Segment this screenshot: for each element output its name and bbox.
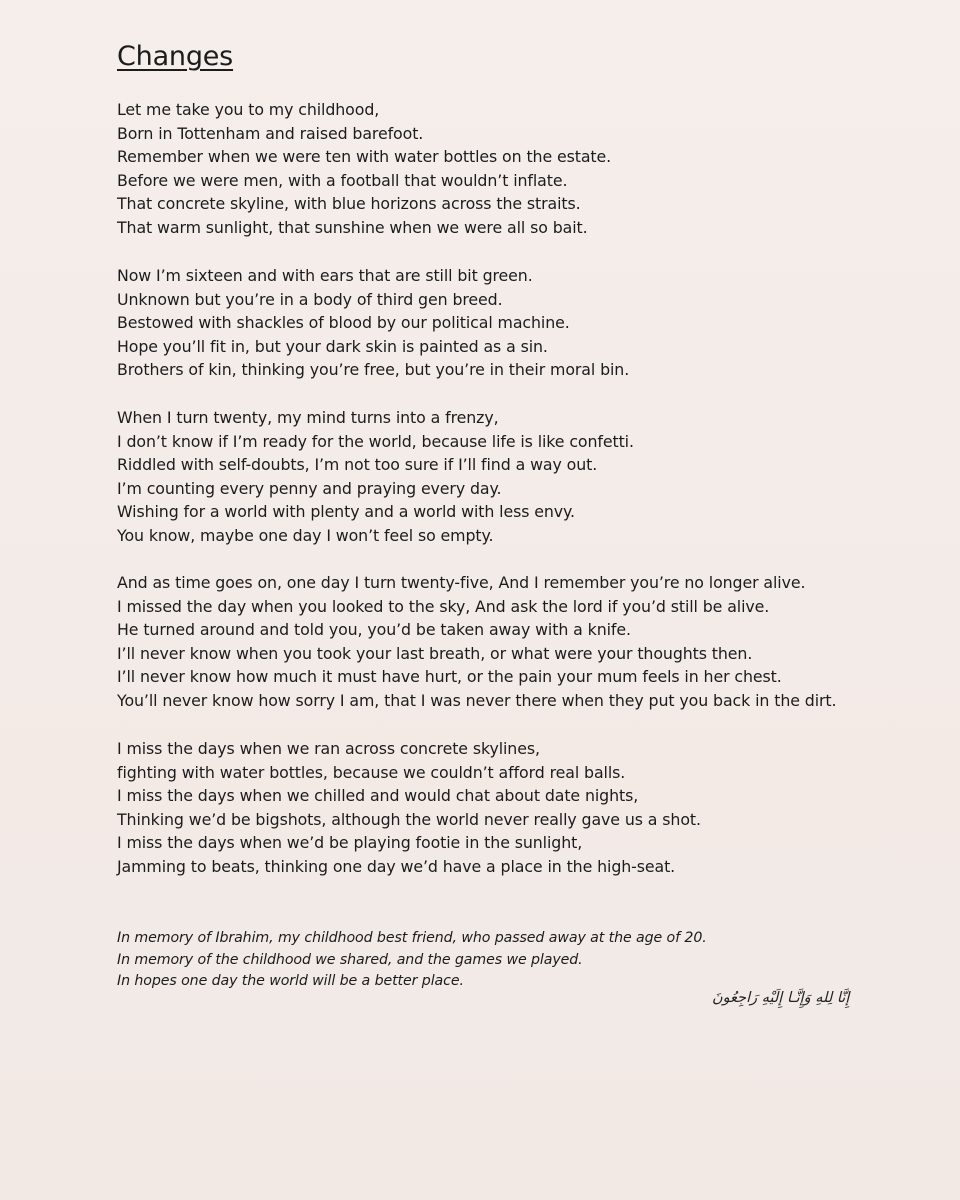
poem-line: fighting with water bottles, because we couldn’t afford real balls. bbox=[117, 762, 626, 782]
dedication bbox=[117, 928, 707, 993]
poem-line: Born in Tottenham and raised barefoot. bbox=[117, 123, 424, 143]
dedication-line: In memory of Ibrahim, my childhood best friend, who passed away at the age of 20. bbox=[117, 930, 707, 946]
stanza-1 bbox=[117, 98, 611, 240]
poem-line: I miss the days when we’d be playing footie in the sunlight, bbox=[117, 833, 583, 853]
stanza-3 bbox=[117, 406, 634, 548]
stanza-5 bbox=[117, 737, 701, 879]
poem-line: I missed the day when you looked to the sky, And ask the lord if you’d still be alive. bbox=[117, 596, 770, 616]
stanza-4 bbox=[117, 571, 836, 713]
dedication-line: In hopes one day the world will be a better place. bbox=[117, 973, 464, 989]
poem-line: That warm sunlight, that sunshine when we were all so bait. bbox=[117, 217, 588, 237]
poem-line: You know, maybe one day I won’t feel so empty. bbox=[117, 525, 494, 545]
poem-line: Unknown but you’re in a body of third gen breed. bbox=[117, 289, 503, 309]
arabic-inscription: إِنَّا لِلهِ وَإِنَّـا إِلَيْهِ رَاجِعُونَ bbox=[712, 990, 850, 1006]
poem-line: I’m counting every penny and praying every day. bbox=[117, 478, 502, 498]
poem-line: Now I’m sixteen and with ears that are still bit green. bbox=[117, 266, 533, 285]
poem-line: I miss the days when we ran across concrete skylines, bbox=[117, 739, 540, 758]
stanza-2 bbox=[117, 264, 629, 382]
poem-line: Bestowed with shackles of blood by our political machine. bbox=[117, 313, 570, 333]
poem-line: He turned around and told you, you’d be taken away with a knife. bbox=[117, 620, 631, 640]
poem-line: Jamming to beats, thinking one day we’d have a place in the high-seat. bbox=[117, 856, 676, 876]
poem-line: Riddled with self-doubts, I’m not too sure if I’ll find a way out. bbox=[117, 455, 598, 475]
dedication-line: In memory of the childhood we shared, and the games we played. bbox=[117, 951, 583, 968]
poem-line: You’ll never know how sorry I am, that I was never there when they put you back in the dirt. bbox=[117, 690, 837, 710]
poem-line: I’ll never know when you took your last breath, or what were your thoughts then. bbox=[117, 643, 753, 663]
poem-line: Before we were men, with a football that wouldn’t inflate. bbox=[117, 170, 568, 190]
poem-line: Hope you’ll fit in, but your dark skin is painted as a sin. bbox=[117, 336, 548, 356]
poem-line: Let me take you to my childhood, bbox=[117, 100, 380, 119]
poem-line: I’ll never know how much it must have hurt, or the pain your mum feels in her chest. bbox=[117, 667, 782, 687]
poem-line: Wishing for a world with plenty and a world with less envy. bbox=[117, 502, 575, 522]
poem-title: Changes bbox=[117, 41, 234, 72]
poem-line: That concrete skyline, with blue horizons across the straits. bbox=[117, 194, 581, 214]
poem-line: I miss the days when we chilled and would chat about date nights, bbox=[117, 786, 639, 806]
poem-line: Brothers of kin, thinking you’re free, but you’re in their moral bin. bbox=[117, 360, 630, 380]
poem-line: Thinking we’d be bigshots, although the world never really gave us a shot. bbox=[117, 809, 701, 829]
poem-line: When I turn twenty, my mind turns into a frenzy, bbox=[117, 408, 499, 427]
poem-line: Remember when we were ten with water bottles on the estate. bbox=[117, 147, 612, 167]
poem-line: And as time goes on, one day I turn twenty-five, And I remember you’re no longer alive. bbox=[117, 573, 806, 592]
poem-line: I don’t know if I’m ready for the world, because life is like confetti. bbox=[117, 431, 634, 451]
